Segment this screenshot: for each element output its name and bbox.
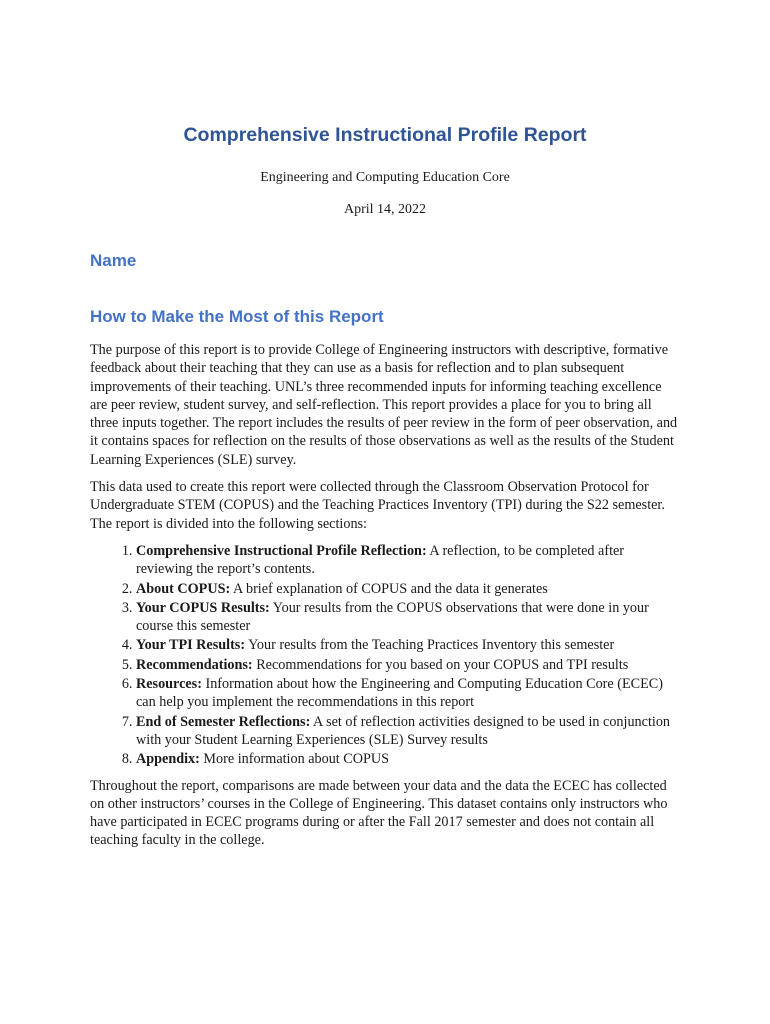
section-item-title: Your TPI Results: — [136, 637, 246, 654]
paragraph-purpose: The purpose of this report is to provide College of Engineering instructors with descriptive, formative feedback about their teaching that they can use as a basis for reflection and to plan subsequent improvements of their teaching. UNL’s three recommended inputs for informing teaching excellence are peer review, student survey, and self-reflection. This report provides a place for you to bring all three inputs together. The report includes the results of peer review in the form of peer observation, and it contains spaces for reflection on the results of those observations as well as the results of the Student Learning Experiences (SLE) survey. — [90, 342, 678, 468]
list-item — [136, 750, 680, 768]
section-item-text: A reflection, to be completed after reviewing the report’s contents. — [136, 542, 625, 578]
list-item — [136, 713, 680, 750]
list-item — [136, 656, 680, 674]
paragraph-comparisons: Throughout the report, comparisons are made between your data and the data the ECEC has collected on other instructors’ courses in the College of Engineering. This dataset contains only instructors who have participated in ECEC programs during or after the Fall 2017 semester and does not contain all teaching faculty in the college. — [90, 777, 668, 849]
section-item-title: Resources: — [136, 676, 202, 693]
report-date: April 14, 2022 — [343, 202, 427, 217]
section-item-title: Appendix: — [136, 751, 200, 768]
section-item-title: End of Semester Reflections: — [136, 713, 311, 730]
name-heading: Name — [90, 251, 137, 270]
section-item-title: About COPUS: — [136, 580, 231, 597]
section-item-text: Your results from the COPUS observations that were done in your course this semester — [136, 599, 649, 635]
paragraph-data-source: This data used to create this report were collected through the Classroom Observation Protocol for Undergraduate STEM (COPUS) and the Teaching Practices Inventory (TPI) during the S22 semester. The report is divided into the following sections: — [90, 479, 665, 532]
section-item-text: More information about COPUS — [199, 751, 390, 768]
report-body — [90, 341, 680, 859]
list-item — [136, 636, 680, 654]
section-item-text: Information about how the Engineering and Computing Education Core (ECEC) can help you implement the recommendations in this report — [136, 676, 663, 711]
list-item — [136, 675, 680, 712]
section-item-title: Your COPUS Results: — [136, 599, 270, 616]
section-item-text: A brief explanation of COPUS and the data it generates — [230, 580, 548, 597]
section-item-text: A set of reflection activities designed to be used in conjunction with your Student Learning Experiences (SLE) Survey results — [136, 713, 671, 748]
list-item — [136, 580, 680, 598]
section-item-text: Your results from the Teaching Practices Inventory this semester — [245, 637, 615, 654]
section-heading: How to Make the Most of this Report — [90, 307, 384, 326]
organization-name: Engineering and Computing Education Core — [260, 170, 510, 185]
list-item — [136, 599, 680, 636]
report-title: Comprehensive Instructional Profile Report — [183, 124, 587, 146]
sections-list — [90, 542, 680, 769]
section-item-text: Recommendations for you based on your COPUS and TPI results — [252, 656, 629, 673]
list-item — [136, 542, 680, 579]
section-item-title: Recommendations: — [136, 656, 253, 673]
section-item-title: Comprehensive Instructional Profile Reflection: — [136, 542, 427, 559]
